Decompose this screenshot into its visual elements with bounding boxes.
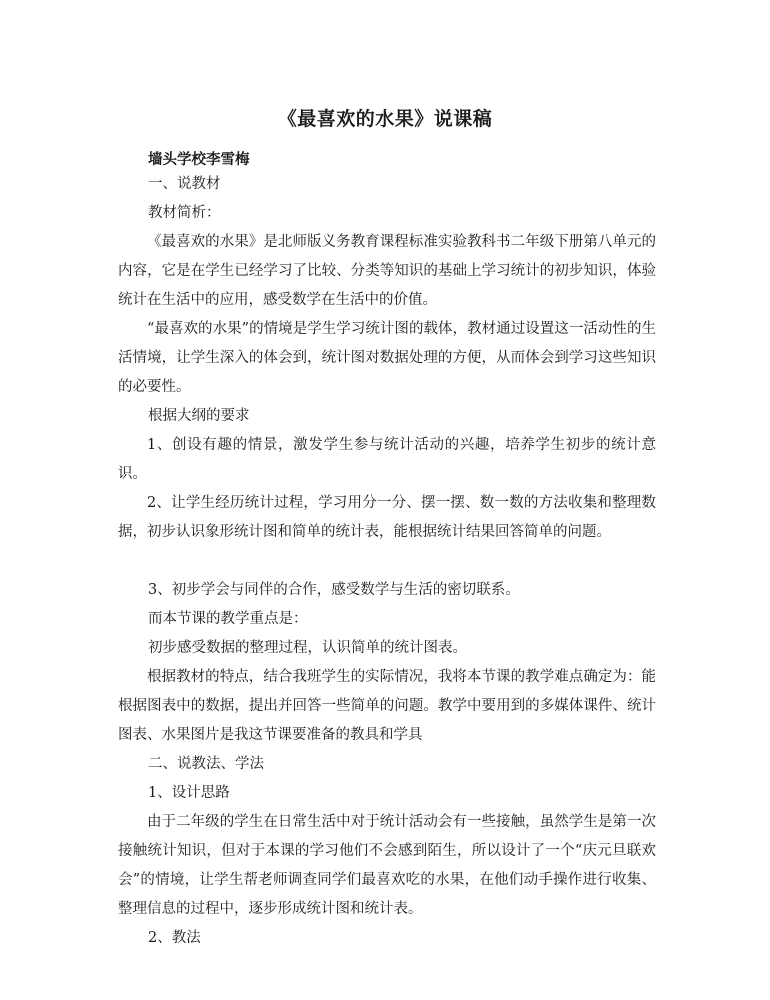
- paragraph-intro: 《最喜欢的水果》是北师版义务教育课程标准实验教科书二年级下册第八单元的内容，它是在学生已经学习了比较、分类等知识的基础上学习统计的初步知识，体验统计在生活中的应用，感受数学在生活中的价值。: [118, 234, 656, 308]
- paragraph-key-point: 初步感受数据的整理过程，认识简单的统计图表。: [148, 640, 467, 656]
- section-heading-methods: 二、说教法、学法: [148, 756, 264, 772]
- author-line: 墙头学校李雪梅: [148, 151, 250, 168]
- document-title: 《最喜欢的水果》说课稿: [277, 108, 493, 130]
- paragraph-context: “最喜欢的水果”的情境是学生学习统计图的载体，教材通过设置这一活动性的生活情境，让学生深入的体会到，统计图对数据处理的方便，从而体会到学习这些知识的必要性。: [118, 321, 656, 395]
- paragraph-key-point-label: 而本节课的教学重点是：: [148, 611, 308, 627]
- subheading-analysis: 教材简析：: [148, 205, 221, 221]
- paragraph-design: 由于二年级的学生在日常生活中对于统计活动会有一些接触，虽然学生是第一次接触统计知识，但对于本课的学习他们不会感到陌生，所以设计了一个“庆元旦联欢会”的情境，让学生帮老师调查同学们最喜欢吃的水果，在他们动手操作进行收集、整理信息的过程中，逐步形成统计图和统计表。: [118, 814, 656, 917]
- list-item-goal-2: 2、让学生经历统计过程，学习用分一分、摆一摆、数一数的方法收集和整理数据，初步认识象形统计图和简单的统计表，能根据统计结果回答简单的问题。: [118, 495, 656, 540]
- paragraph-syllabus: 根据大纲的要求: [148, 408, 250, 424]
- paragraph-difficulty: 根据教材的特点，结合我班学生的实际情况，我将本节课的教学难点确定为：能根据图表中的数据，提出并回答一些简单的问题。教学中要用到的多媒体课件、统计图表、水果图片是我这节课要准备的教具和学具: [118, 669, 656, 743]
- subheading-teaching-method: 2、教法: [148, 930, 201, 946]
- subheading-design: 1、设计思路: [148, 785, 230, 801]
- list-item-goal-3: 3、初步学会与同伴的合作，感受数学与生活的密切联系。: [148, 582, 520, 598]
- list-item-goal-1: 1、创设有趣的情景，激发学生参与统计活动的兴趣，培养学生初步的统计意识。: [118, 437, 656, 482]
- section-heading-textbook: 一、说教材: [148, 176, 221, 192]
